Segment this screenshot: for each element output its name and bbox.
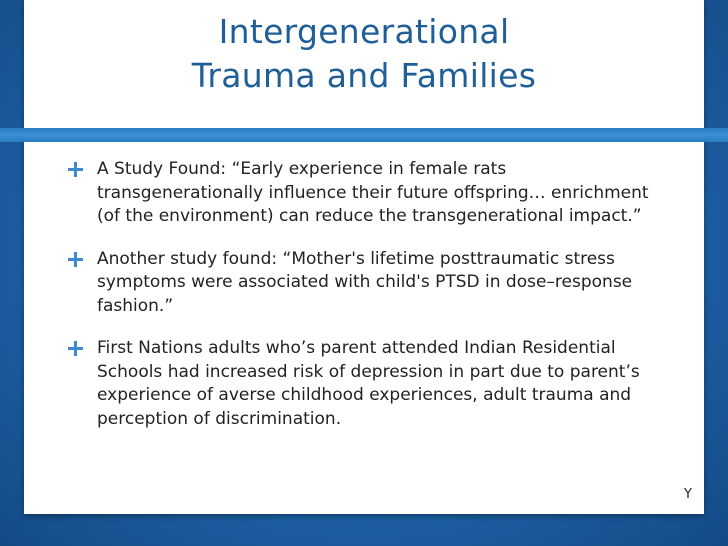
plus-icon	[68, 162, 83, 177]
footer-mark: Y	[684, 487, 692, 502]
bullet-text: Another study found: “Mother's lifetime posttraumatic stress symptoms were associated with child's PTSD in dose–response fashion.”	[97, 248, 633, 316]
slide-title	[0, 10, 728, 98]
bullet-text: A Study Found: “Early experience in female rats transgenerationally influence their future offspring… enrichment (of the environment) can reduce the transgenerational impact.”	[97, 159, 649, 226]
bullet-item	[70, 337, 670, 431]
bullet-text: First Nations adults who’s parent attended Indian Residential Schools had increased risk of depression in part due to parent’s experience of averse childhood experiences, adult trauma and perception of discrimination.	[97, 338, 640, 429]
plus-icon	[68, 252, 83, 267]
title-line-1: Intergenerational	[218, 12, 510, 51]
bullet-list	[70, 158, 670, 450]
bullet-item	[70, 248, 670, 319]
bullet-item	[70, 158, 670, 229]
title-divider	[0, 128, 728, 142]
title-line-2: Trauma and Families	[191, 56, 537, 95]
plus-icon	[68, 341, 83, 356]
